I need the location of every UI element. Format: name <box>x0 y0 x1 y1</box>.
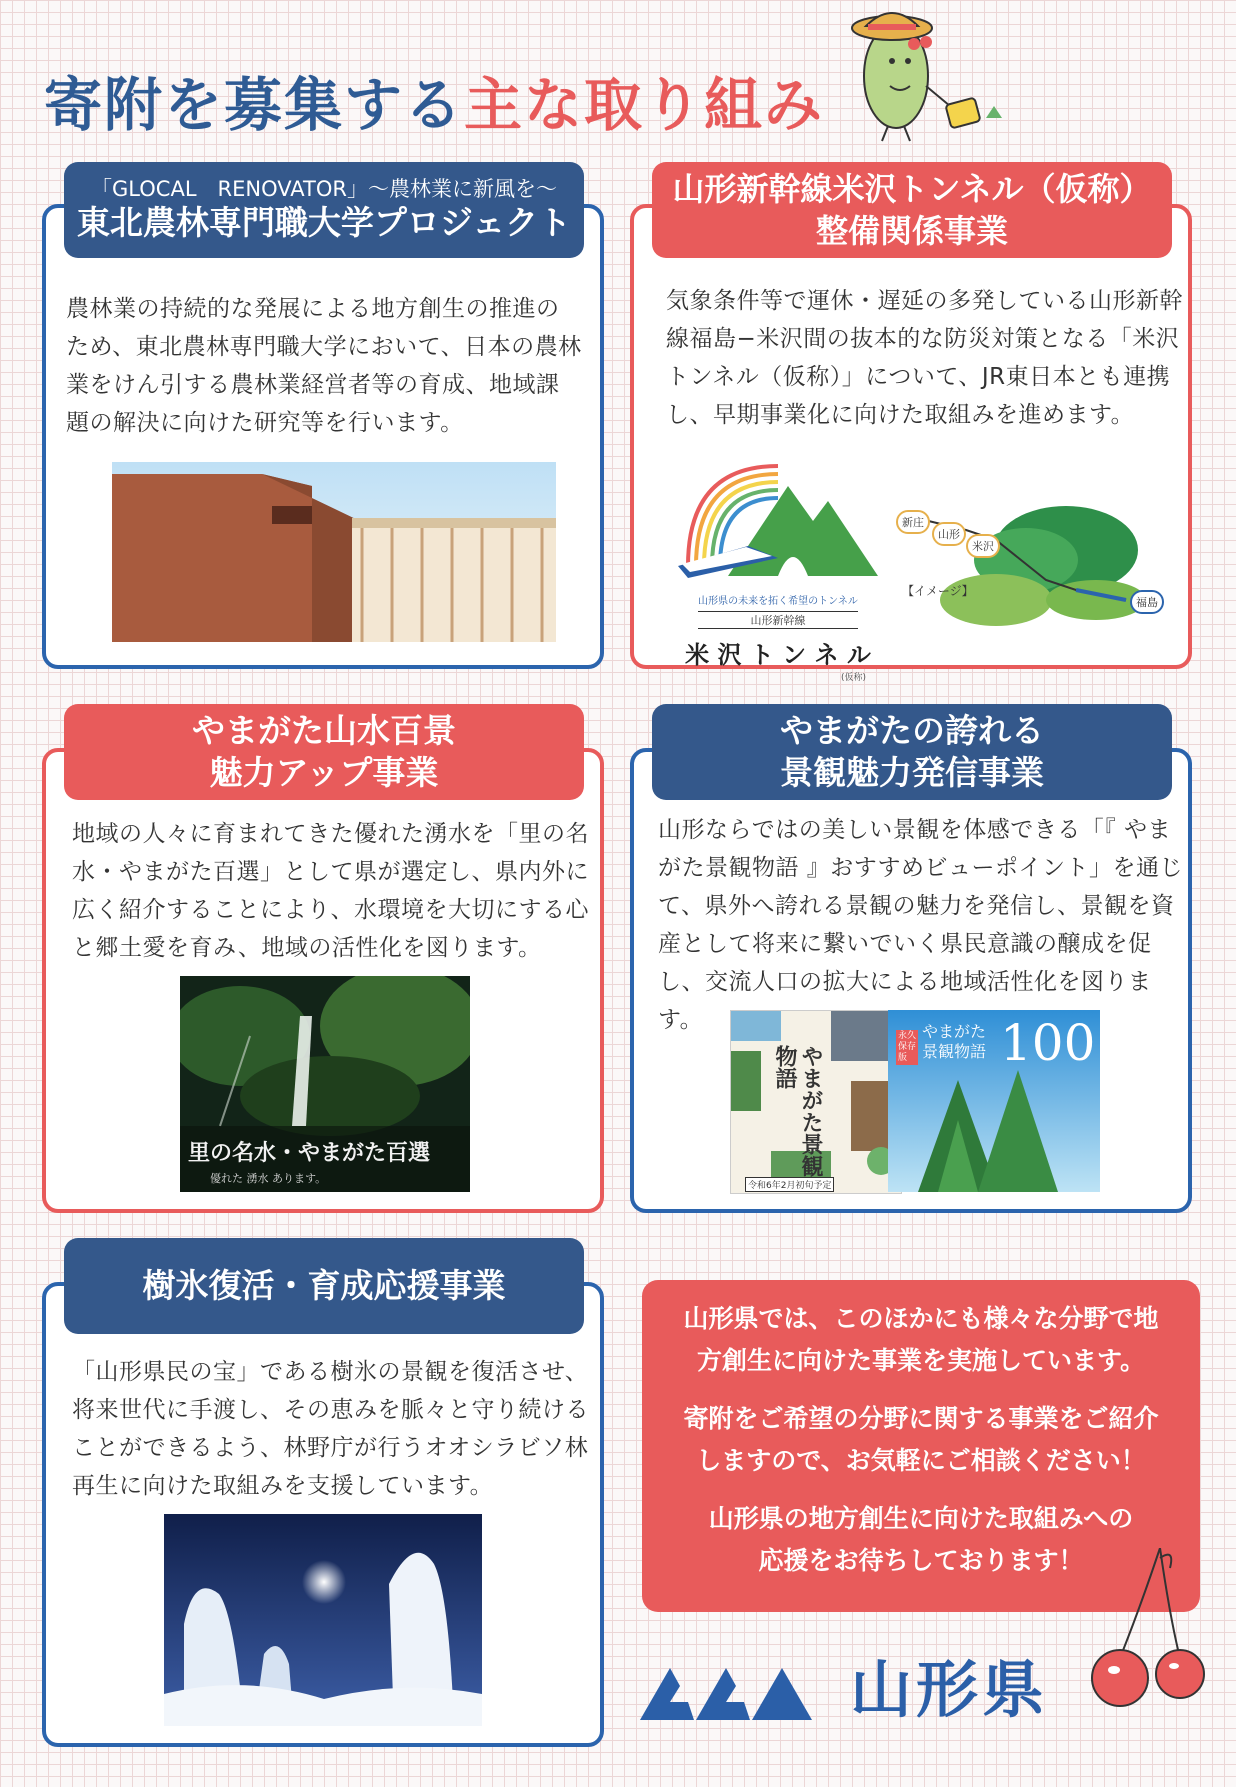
tunnel-map <box>896 500 1176 630</box>
card-soft-rime-body: 「山形県民の宝」である樹氷の景観を復活させ、将来世代に手渡し、その恵みを脈々と守り続けることができるよう、林野庁が行うオオシラビソ林再生に向けた取組みを支援しています。 <box>72 1359 589 1499</box>
card-landscape-body: 山形ならではの美しい景観を体感できる「『 やまがた景観物語 』おすすめビューポイント」を通じて、県外へ誇れる景観の魅力を発信し、景観を資産として将来に繋いでいく県民意識の醸成を促し、交流人口の拡大による地域活性化を図ります。 <box>658 817 1184 1033</box>
card-tunnel-header <box>652 162 1172 258</box>
map-station-shinjo: 新庄 <box>896 510 930 534</box>
landscape-book-2-number: 100 <box>1000 1014 1096 1072</box>
soft-rime-photo <box>164 1514 482 1726</box>
spring-water-photo <box>180 976 470 1192</box>
cta-paragraph-1: 山形県では、このほかにも様々な分野で地方創生に向けた事業を実施しています。 <box>683 1304 1159 1375</box>
tunnel-logo-name: 米 沢 ト ン ネ ル <box>685 641 871 669</box>
card-university-header <box>64 162 584 258</box>
card-tunnel-body: 気象条件等で運休・遅延の多発している山形新幹線福島−米沢間の抜本的な防災対策となる「米沢トンネル（仮称）」について、JR東日本とも連携し、早期事業化に向けた取組みを進めます。 <box>666 288 1183 428</box>
card-tunnel-title-line2: 整備関係事業 <box>815 212 1008 250</box>
landscape-book-1-title: やまがた景観物語 <box>772 1045 823 1177</box>
card-university-body: 農林業の持続的な発展による地方創生の推進のため、東北農林専門職大学において、日本の農林業をけん引する農林業経営者等の育成、地域課題の解決に向けた研究等を行います。 <box>66 296 582 436</box>
tunnel-logo-tagline: 山形県の未来を拓く希望のトンネル <box>698 596 858 607</box>
card-spring-water-body: 地域の人々に育まれてきた優れた湧水を「里の名水・やまがた百選」として県が選定し、県内外に広く紹介することにより、水環境を大切にする心と郷土愛を育み、地域の活性化を図ります。 <box>72 821 589 961</box>
landscape-book-1-note: 令和6年2月初旬予定 <box>745 1177 834 1192</box>
card-university-subtitle: 「GLOCAL RENOVATOR」～農林業に新風を～ <box>91 177 557 201</box>
card-spring-water-header <box>64 704 584 800</box>
landscape-book-cover-2 <box>888 1010 1100 1192</box>
card-university-title: 東北農林専門職大学プロジェクト <box>76 203 572 242</box>
card-soft-rime-header <box>64 1238 584 1334</box>
map-image-label: 【イメージ】 <box>902 584 974 598</box>
map-station-yamagata: 山形 <box>932 522 966 546</box>
tunnel-logo-line: 山形新幹線 <box>698 611 858 629</box>
card-spring-water-title-line2: 魅力アップ事業 <box>209 753 439 792</box>
cta-paragraph-2: 寄附をご希望の分野に関する事業をご紹介しますので、お気軽にご相談ください！ <box>683 1404 1159 1475</box>
mascot-illustration <box>836 6 1006 146</box>
card-soft-rime-title: 樹氷復活・育成応援事業 <box>142 1266 506 1305</box>
card-landscape-title-line2: 景観魅力発信事業 <box>780 753 1044 792</box>
card-landscape-header <box>652 704 1172 800</box>
card-landscape-title-line1: やまがたの誇れる <box>780 711 1044 750</box>
cherry-illustration <box>1080 1548 1210 1708</box>
page-title-part1: 寄附を募集する <box>44 71 465 139</box>
card-tunnel-title-line1: 山形新幹線米沢トンネル（仮称） <box>672 170 1152 208</box>
tunnel-logo-note: (仮称) <box>840 673 866 683</box>
yamagata-prefecture-emblem <box>640 1660 840 1726</box>
spring-water-photo-caption: 里の名水・やまがた百選 <box>188 1141 431 1166</box>
landscape-book-2-title: やまがた景観物語 <box>922 1022 987 1061</box>
map-station-fukushima: 福島 <box>1130 590 1164 614</box>
university-building-photo <box>112 462 556 642</box>
card-spring-water-title-line1: やまがた山水百景 <box>192 711 456 750</box>
tunnel-logo <box>668 446 888 683</box>
spring-water-photo-subcaption: 優れた 湧水 あります。 <box>210 1172 327 1185</box>
landscape-book-cover-1 <box>730 1010 902 1194</box>
yamagata-prefecture-logo-text: 山形県 <box>850 1653 1049 1726</box>
map-station-yonezawa: 米沢 <box>966 534 1000 558</box>
cta-paragraph-3: 山形県の地方創生に向けた取組みへの応援をお待ちしております！ <box>708 1504 1134 1575</box>
landscape-book-2-badge: 永久保存版 <box>898 1031 917 1063</box>
page-title <box>44 58 824 142</box>
page-title-part2: 主な取り組み <box>464 71 825 139</box>
